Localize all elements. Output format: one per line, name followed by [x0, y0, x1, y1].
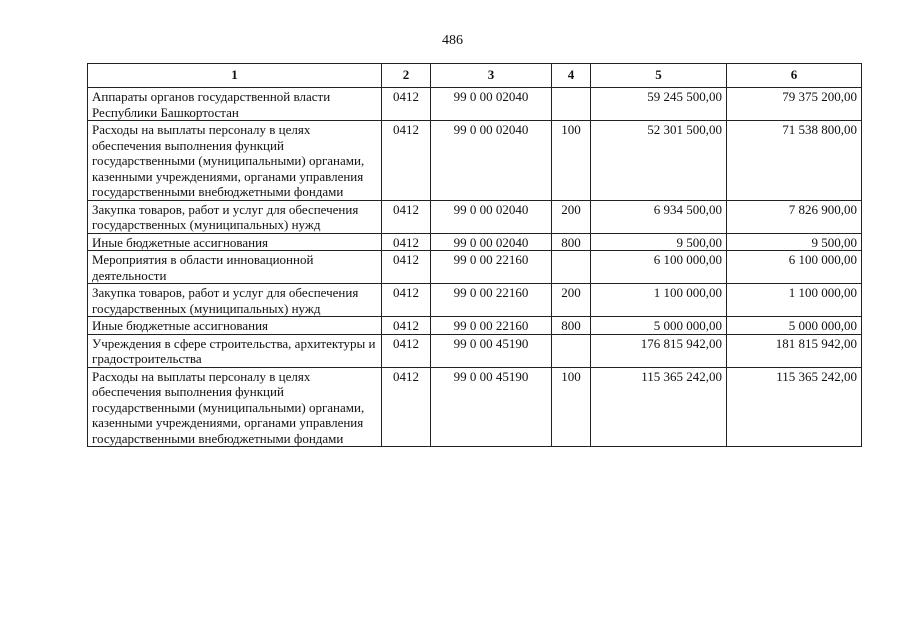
table-row: [88, 334, 862, 367]
row-name-cell: Аппараты органов государственной власти Республики Башкортостан: [88, 88, 382, 121]
column-header-2: 2: [382, 64, 431, 88]
amount-column-5-cell: 52 301 500,00: [591, 121, 727, 201]
expense-type-cell: [552, 334, 591, 367]
expense-type-cell: [552, 88, 591, 121]
section-code-cell: 0412: [382, 334, 431, 367]
target-article-cell: 99 0 00 02040: [431, 233, 552, 251]
amount-column-6-cell: 71 538 800,00: [727, 121, 862, 201]
amount-column-5-cell: 9 500,00: [591, 233, 727, 251]
row-name-cell: Закупка товаров, работ и услуг для обеспечения государственных (муниципальных) нужд: [88, 284, 382, 317]
amount-column-5-cell: 6 100 000,00: [591, 251, 727, 284]
amount-column-6-cell: 7 826 900,00: [727, 200, 862, 233]
table-row: [88, 284, 862, 317]
expense-type-cell: 800: [552, 317, 591, 335]
table-row: [88, 233, 862, 251]
section-code-cell: 0412: [382, 200, 431, 233]
amount-column-6-cell: 1 100 000,00: [727, 284, 862, 317]
column-header-4: 4: [552, 64, 591, 88]
table-row: [88, 251, 862, 284]
table-row: [88, 367, 862, 447]
target-article-cell: 99 0 00 45190: [431, 367, 552, 447]
table-row: [88, 121, 862, 201]
row-name-cell: Мероприятия в области инновационной деятельности: [88, 251, 382, 284]
section-code-cell: 0412: [382, 284, 431, 317]
target-article-cell: 99 0 00 22160: [431, 251, 552, 284]
expense-type-cell: 800: [552, 233, 591, 251]
target-article-cell: 99 0 00 02040: [431, 200, 552, 233]
target-article-cell: 99 0 00 22160: [431, 317, 552, 335]
expense-type-cell: [552, 251, 591, 284]
expense-type-cell: 100: [552, 367, 591, 447]
column-header-3: 3: [431, 64, 552, 88]
amount-column-5-cell: 1 100 000,00: [591, 284, 727, 317]
amount-column-6-cell: 9 500,00: [727, 233, 862, 251]
section-code-cell: 0412: [382, 367, 431, 447]
section-code-cell: 0412: [382, 251, 431, 284]
table-row: [88, 200, 862, 233]
amount-column-6-cell: 5 000 000,00: [727, 317, 862, 335]
target-article-cell: 99 0 00 02040: [431, 121, 552, 201]
section-code-cell: 0412: [382, 88, 431, 121]
table-header-row: [88, 64, 862, 88]
expense-type-cell: 100: [552, 121, 591, 201]
row-name-cell: Иные бюджетные ассигнования: [88, 317, 382, 335]
amount-column-6-cell: 115 365 242,00: [727, 367, 862, 447]
table-row: [88, 88, 862, 121]
budget-table: [87, 63, 862, 447]
target-article-cell: 99 0 00 22160: [431, 284, 552, 317]
column-header-6: 6: [727, 64, 862, 88]
amount-column-6-cell: 6 100 000,00: [727, 251, 862, 284]
amount-column-5-cell: 6 934 500,00: [591, 200, 727, 233]
section-code-cell: 0412: [382, 233, 431, 251]
column-header-5: 5: [591, 64, 727, 88]
amount-column-5-cell: 5 000 000,00: [591, 317, 727, 335]
amount-column-6-cell: 79 375 200,00: [727, 88, 862, 121]
row-name-cell: Расходы на выплаты персоналу в целях обеспечения выполнения функций государственными (муниципальными) органами, казенными учреждениями, органами управления государственными внебюджетными фондами: [88, 121, 382, 201]
section-code-cell: 0412: [382, 317, 431, 335]
amount-column-6-cell: 181 815 942,00: [727, 334, 862, 367]
amount-column-5-cell: 176 815 942,00: [591, 334, 727, 367]
expense-type-cell: 200: [552, 200, 591, 233]
expense-type-cell: 200: [552, 284, 591, 317]
column-header-1: 1: [88, 64, 382, 88]
row-name-cell: Иные бюджетные ассигнования: [88, 233, 382, 251]
row-name-cell: Учреждения в сфере строительства, архитектуры и градостроительства: [88, 334, 382, 367]
page-number: 486: [442, 33, 463, 48]
row-name-cell: Закупка товаров, работ и услуг для обеспечения государственных (муниципальных) нужд: [88, 200, 382, 233]
table-row: [88, 317, 862, 335]
section-code-cell: 0412: [382, 121, 431, 201]
row-name-cell: Расходы на выплаты персоналу в целях обеспечения выполнения функций государственными (муниципальными) органами, казенными учреждениями, органами управления государственными внебюджетными фондами: [88, 367, 382, 447]
amount-column-5-cell: 59 245 500,00: [591, 88, 727, 121]
target-article-cell: 99 0 00 02040: [431, 88, 552, 121]
target-article-cell: 99 0 00 45190: [431, 334, 552, 367]
amount-column-5-cell: 115 365 242,00: [591, 367, 727, 447]
